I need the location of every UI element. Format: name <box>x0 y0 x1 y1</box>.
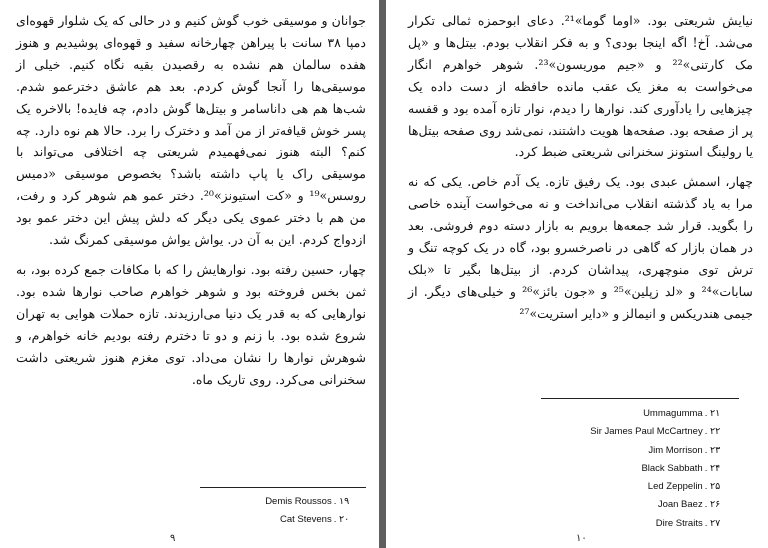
right-body-text <box>408 10 753 333</box>
left-page <box>0 0 379 548</box>
footnote-name: Demis Roussos <box>265 496 332 507</box>
footnote-name: Jim Morrison <box>648 444 703 456</box>
footnote-number: ۲۷ <box>710 517 721 529</box>
footnote-number: ۲۴ <box>710 462 721 474</box>
paragraph: نیایش شریعتی بود. «اوما گوما»²¹. دعای ابوحمزه ثمالی تکرار می‌شد. آخ! اگه اینجا بودی؟ و به فکر انقلاب بودم. بیتل‌ها و «پل مک کارتنی»²² و «جیم موریسون»²³. شوهر خواهرم انگار می‌خواست به مغز یک عقب مانده حافظه از دست داده یک چیزهایی را یادآوری کند. نوارها را دیدم، نوار تازه آمده بود و قفسه پر از صفحه بود. صفحه‌ها هویت داشتند، نمی‌شد روی صفحه بیتل‌ها یا رولینگ استونز سخنرانی شریعتی ضبط کرد. <box>408 13 754 160</box>
footnote: Jim Morrison . ۲۳ <box>536 442 736 460</box>
footnote: Dire Straits . ۲۷ <box>536 515 736 533</box>
footnote-name: Sir James Paul McCartney <box>590 426 703 438</box>
footnote: Demis Roussos . ۱۹ <box>150 493 365 511</box>
page-number: ۹ <box>170 533 176 544</box>
footnote: Sir James Paul McCartney . ۲۲ <box>536 423 736 441</box>
footnote-name: Ummagumma <box>643 408 703 419</box>
footnote: Cat Stevens . ۲۰ <box>150 511 365 529</box>
footnote-number: ۲۰ <box>339 514 350 526</box>
footnote: Joan Baez . ۲۶ <box>536 496 736 514</box>
footnote-name: Black Sabbath <box>641 462 703 474</box>
footnote-separator <box>200 487 366 488</box>
page-number: ۱۰ <box>576 533 587 544</box>
footnote-number: ۲۱ <box>710 408 721 419</box>
footnote-number: ۲۵ <box>710 481 721 493</box>
footnote: Black Sabbath . ۲۴ <box>536 460 736 478</box>
paragraph: چهار، حسین رفته بود. نوارهایش را که با مکافات جمع کرده بود، به ثمن بخس فروخته بود و شوهر خواهرم صاحب نوارها شده بود. نوارهایی که به قدر یک دنیا می‌ارزیدند. تازه حملات هوایی به تهران شروع شده بود. با زنم و دو تا دخترم رفته بودیم خانه خواهرم، و شوهرش نوارها را نشان می‌داد. توی مغزم هنوز شریعتی داشت سخنرانی می‌کرد. روی تاریک ماه. <box>16 261 366 387</box>
footnote-name: Joan Baez <box>657 499 703 511</box>
footnote-separator <box>541 398 739 399</box>
left-body-text <box>16 10 366 398</box>
paragraph: جوانان و موسیقی خوب گوش کنیم و در حالی که یک شلوار قهوه‌ای دمپا ۳۸ سانت با پیراهن چهارخانه سفید و قهوه‌ای پوشیدیم و هنوز هفده سالمان هم نشده به رقصیدن بقیه نگاه کنیم. خیلی از موسیقی‌ها را آنجا گوش کردم. بعد هم عاشق دخترعمو شدم. شب‌ها هم هی داناسامر و بیتل‌ها گوش دادم، چه فایده! بالاخره یک پسر خوش قیافه‌تر از من آمد و دخترک را برد. حالا هم نوه دارد. چه کنم؟ البته هنوز نمی‌فهمیدم شریعتی چه اختلافی می‌تواند با موسیقی راک یا پاپ داشته باشد؟ بخصوص موسیقی «دمیس روسس»¹⁹ و «کت استیونز»²⁰. دختر عمو هم شوهر کرد و رفت، من هم با دختر عمو‌ی یکی دیگر که دلش پیش این دختر عمو بود ازدواج کردم. این به آن در. یواش یواش موسیقی کمرنگ شد. <box>16 13 366 248</box>
footnote-number: ۲۳ <box>710 444 721 456</box>
paragraph: چهار، اسمش عبدی بود. یک رفیق تازه. یک آدم خاص. یکی که نه مرا به یاد گذشته انقلاب می‌انداخت و نه می‌خواست آینده خاصی را بگوید. قرار شد جمعه‌ها برویم به بازار دسته دوم فروشی. بعد در همان بازار که گاهی در ناصرخسرو بود، گاه در یک کوچه تنگ و ترش توی منوچهری، پیداشان کردم. از بیتل‌ها بگیر تا «بلک سابات»²⁴ و «لد زپلین»²⁵ و «جون بائز»²⁶ و خیلی‌های دیگر. از جیمی هندریکس و انیمالز و «دایر استریت»²⁷ <box>408 174 753 321</box>
footnote-name: Led Zeppelin <box>647 481 703 493</box>
footnote: Ummagumma . ۲۱ <box>536 405 736 423</box>
right-footnotes <box>536 405 736 533</box>
book-gutter <box>379 0 386 548</box>
right-page <box>386 0 768 548</box>
footnote-number: ۲۲ <box>710 426 721 438</box>
footnote-name: Dire Straits <box>655 517 703 529</box>
footnote-number: ۱۹ <box>339 496 350 507</box>
footnote: Led Zeppelin . ۲۵ <box>536 478 736 496</box>
footnote-name: Cat Stevens <box>279 514 332 526</box>
left-footnotes <box>150 493 365 530</box>
footnote-number: ۲۶ <box>710 499 721 511</box>
